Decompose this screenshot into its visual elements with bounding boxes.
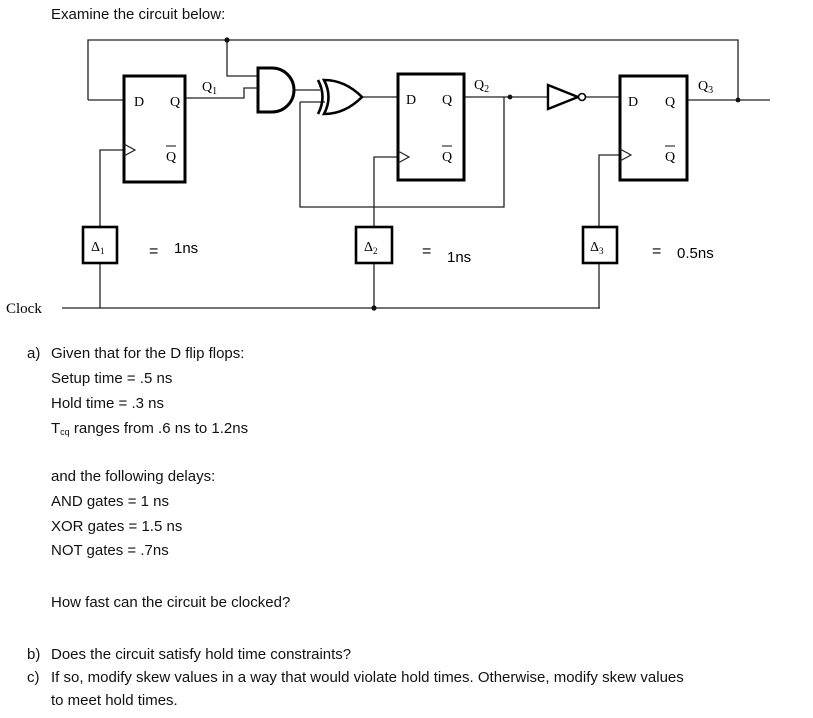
skew-box-2: [356, 227, 392, 263]
part-a-line: Setup time = .5 ns: [51, 370, 173, 387]
part-a-question: How fast can the circuit be clocked?: [51, 594, 291, 611]
and-input-wire-top: [227, 40, 258, 76]
skew-box-1: [83, 227, 117, 263]
clock-to-skew-wires: [100, 263, 599, 308]
part-c-line2: to meet hold times.: [51, 692, 178, 709]
skew-box-3: [583, 227, 617, 263]
flip-flop-3: [620, 76, 713, 180]
junction-dot: [508, 95, 513, 100]
not-gate-icon: [548, 85, 586, 109]
q1-to-and-wire: [185, 88, 258, 98]
ff1-output-label: $Q_1$: [202, 80, 218, 97]
svg-text:Δ3: $\Delta_3$: [590, 240, 604, 256]
part-c-line1: If so, modify skew values in a way that would violate hold times. Otherwise, modify skew values: [51, 669, 684, 686]
flip-flop-2: [398, 74, 489, 180]
ff1-q-label: Q: [170, 95, 181, 110]
skew3-value: 0.5ns: [677, 245, 714, 262]
flip-flop-1: [124, 76, 217, 182]
skew1-equals: =: [149, 243, 159, 260]
junction-dot: [224, 37, 229, 42]
delay-item: NOT gates = .7ns: [51, 542, 169, 559]
delay-item: XOR gates = 1.5 ns: [51, 518, 183, 535]
skew2-to-ff2-clk: [374, 157, 398, 227]
junction-dot: [371, 305, 376, 310]
part-a-line: Given that for the D flip flops:: [51, 345, 245, 362]
ff1-qbar-label: Q: [166, 150, 177, 165]
part-a-marker: a): [27, 345, 41, 362]
part-b-text: Does the circuit satisfy hold time constraints?: [51, 646, 352, 663]
xor-gate-icon: [318, 80, 362, 114]
intro-text: Examine the circuit below:: [51, 6, 226, 23]
ff3-output-label: $Q_3$: [698, 79, 714, 96]
clock-label: Clock: [6, 301, 42, 317]
skew2-equals: =: [422, 243, 432, 260]
ff2-output-label: $Q_2$: [474, 78, 490, 95]
tcq-line: Tcq ranges from .6 ns to 1.2ns: [51, 420, 249, 437]
circuit-diagram: [0, 0, 813, 330]
skew1-value: 1ns: [174, 240, 199, 257]
ff3-q-label: Q: [665, 95, 676, 110]
ff2-d-label: D: [406, 93, 417, 108]
svg-text:Δ1: $\Delta_1$: [91, 240, 105, 256]
and-gate-icon: [258, 68, 294, 112]
part-a-line: Hold time = .3 ns: [51, 395, 164, 412]
skew3-to-ff3-clk: [599, 155, 620, 227]
skew3-equals: =: [652, 243, 662, 260]
ff2-q-label: Q: [442, 93, 453, 108]
junction-dot: [736, 98, 741, 103]
part-b-marker: b): [27, 646, 41, 663]
delays-intro: and the following delays:: [51, 468, 216, 485]
part-c-marker: c): [27, 669, 40, 686]
ff3-qbar-label: Q: [665, 150, 676, 165]
svg-text:Δ2: $\Delta_2$: [364, 240, 378, 256]
skew2-value: 1ns: [447, 249, 472, 266]
ff2-qbar-label: Q: [442, 150, 453, 165]
delay-item: AND gates = 1 ns: [51, 493, 169, 510]
ff1-d-label: D: [134, 95, 145, 110]
skew1-to-ff1-clk: [100, 150, 124, 227]
ff3-d-label: D: [628, 95, 639, 110]
